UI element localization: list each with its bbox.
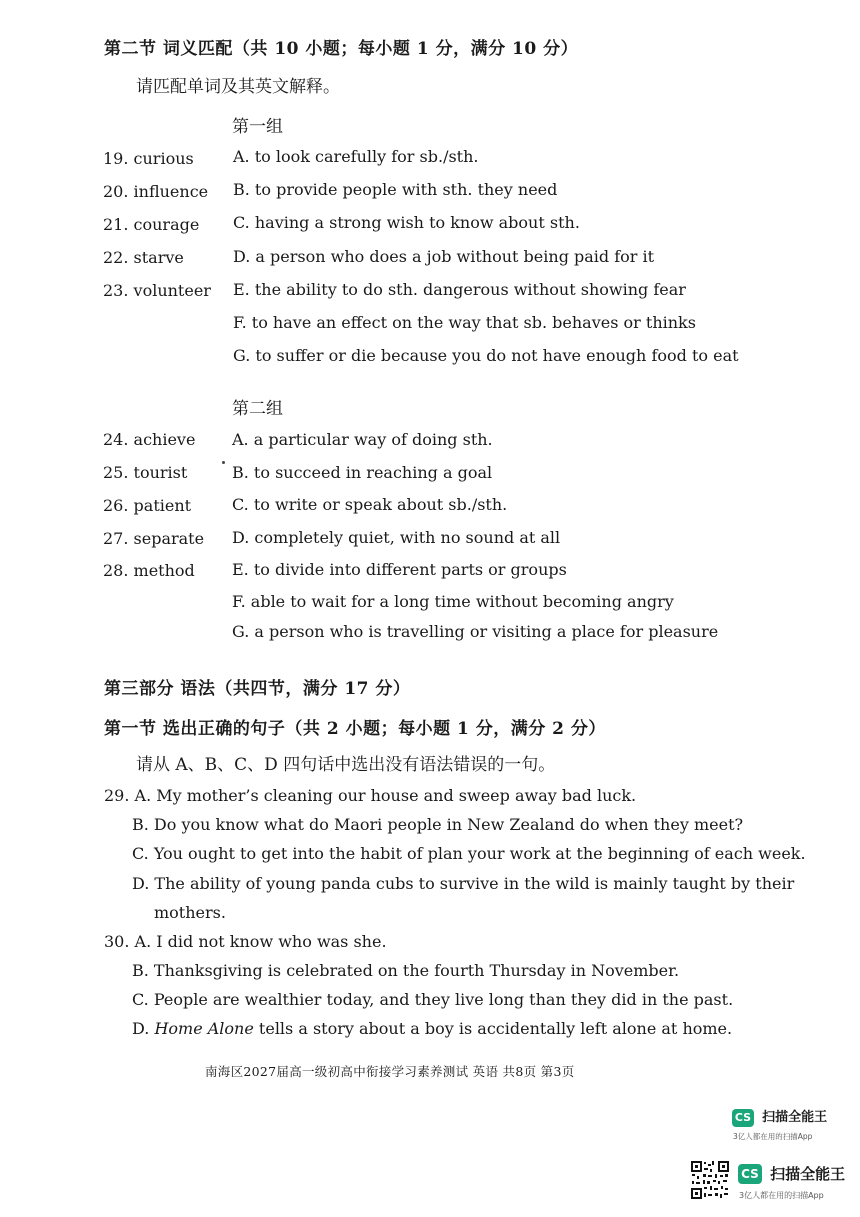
- scanner-watermark: [732, 1106, 827, 1127]
- cs-logo-icon: CS: [738, 1164, 762, 1184]
- definition-item: B. to provide people with sth. they need: [233, 180, 558, 199]
- definition-item: E. the ability to do sth. dangerous without showing fear: [233, 280, 686, 299]
- question-30-option-c: C. People are wealthier today, and they live long than they did in the past.: [132, 990, 734, 1009]
- word-item: 24. achieve: [103, 430, 196, 449]
- question-30-option-a: 30. A. I did not know who was she.: [104, 932, 387, 951]
- question-29-option-d-cont: mothers.: [154, 903, 226, 922]
- question-29-option-c: C. You ought to get into the habit of plan your work at the beginning of each week.: [132, 844, 806, 863]
- definition-item: F. able to wait for a long time without becoming angry: [232, 592, 674, 611]
- section-title: 第二节 词义匹配（共 10 小题；每小题 1 分，满分 10 分）: [104, 39, 579, 59]
- definition-item: G. a person who is travelling or visiting a place for pleasure: [232, 622, 719, 641]
- question-30-option-d: [132, 1019, 732, 1038]
- definition-item: A. a particular way of doing sth.: [232, 430, 493, 449]
- definition-item: C. having a strong wish to know about sth.: [233, 213, 580, 232]
- definition-item: B. to succeed in reaching a goal: [232, 463, 493, 482]
- qr-code-icon: [690, 1160, 730, 1200]
- brand-tagline: 3亿人都在用的扫描App: [739, 1191, 824, 1200]
- word-item: 28. method: [103, 561, 195, 580]
- option-rest: tells a story about a boy is accidentally left alone at home.: [253, 1019, 733, 1038]
- definition-item: G. to suffer or die because you do not have enough food to eat: [233, 346, 739, 365]
- scanner-watermark-bottom: [738, 1163, 845, 1184]
- section-instruction: 请匹配单词及其英文解释。: [136, 77, 340, 97]
- scan-speck: [222, 461, 225, 464]
- movie-title: Home Alone: [154, 1019, 254, 1038]
- section-instruction: 请从 A、B、C、D 四句话中选出没有语法错误的一句。: [136, 755, 556, 775]
- option-prefix: D.: [132, 1019, 155, 1038]
- section-title: 第一节 选出正确的句子（共 2 小题；每小题 1 分，满分 2 分）: [104, 719, 606, 739]
- question-29-option-d: D. The ability of young panda cubs to survive in the wild is mainly taught by their: [132, 874, 795, 893]
- definition-item: F. to have an effect on the way that sb. behaves or thinks: [233, 313, 696, 332]
- definition-item: D. a person who does a job without being paid for it: [233, 247, 655, 266]
- question-29-option-a: 29. A. My mother’s cleaning our house and sweep away bad luck.: [104, 786, 637, 805]
- cs-logo-icon: CS: [732, 1109, 754, 1127]
- word-item: 22. starve: [103, 248, 184, 267]
- definition-item: C. to write or speak about sb./sth.: [232, 495, 508, 514]
- brand-name: 扫描全能王: [762, 1110, 828, 1125]
- word-item: 27. separate: [103, 529, 205, 548]
- group-label: 第一组: [232, 117, 283, 137]
- group-label: 第二组: [232, 399, 283, 419]
- word-item: 25. tourist: [103, 463, 188, 482]
- word-item: 20. influence: [103, 182, 209, 201]
- brand-name: 扫描全能王: [770, 1165, 846, 1183]
- part-title: 第三部分 语法（共四节，满分 17 分）: [104, 679, 411, 699]
- definition-item: E. to divide into different parts or groups: [232, 560, 567, 579]
- definition-item: D. completely quiet, with no sound at all: [232, 528, 561, 547]
- definition-item: A. to look carefully for sb./sth.: [233, 147, 479, 166]
- word-item: 23. volunteer: [103, 281, 211, 300]
- question-30-option-b: B. Thanksgiving is celebrated on the fourth Thursday in November.: [132, 961, 680, 980]
- brand-tagline: 3亿人都在用的扫描App: [733, 1132, 813, 1141]
- word-item: 26. patient: [103, 496, 192, 515]
- word-item: 19. curious: [103, 149, 194, 168]
- word-item: 21. courage: [103, 215, 200, 234]
- page-footer: 南海区2027届高一级初高中衔接学习素养测试 英语 共8页 第3页: [205, 1064, 575, 1079]
- question-29-option-b: B. Do you know what do Maori people in New Zealand do when they meet?: [132, 815, 744, 834]
